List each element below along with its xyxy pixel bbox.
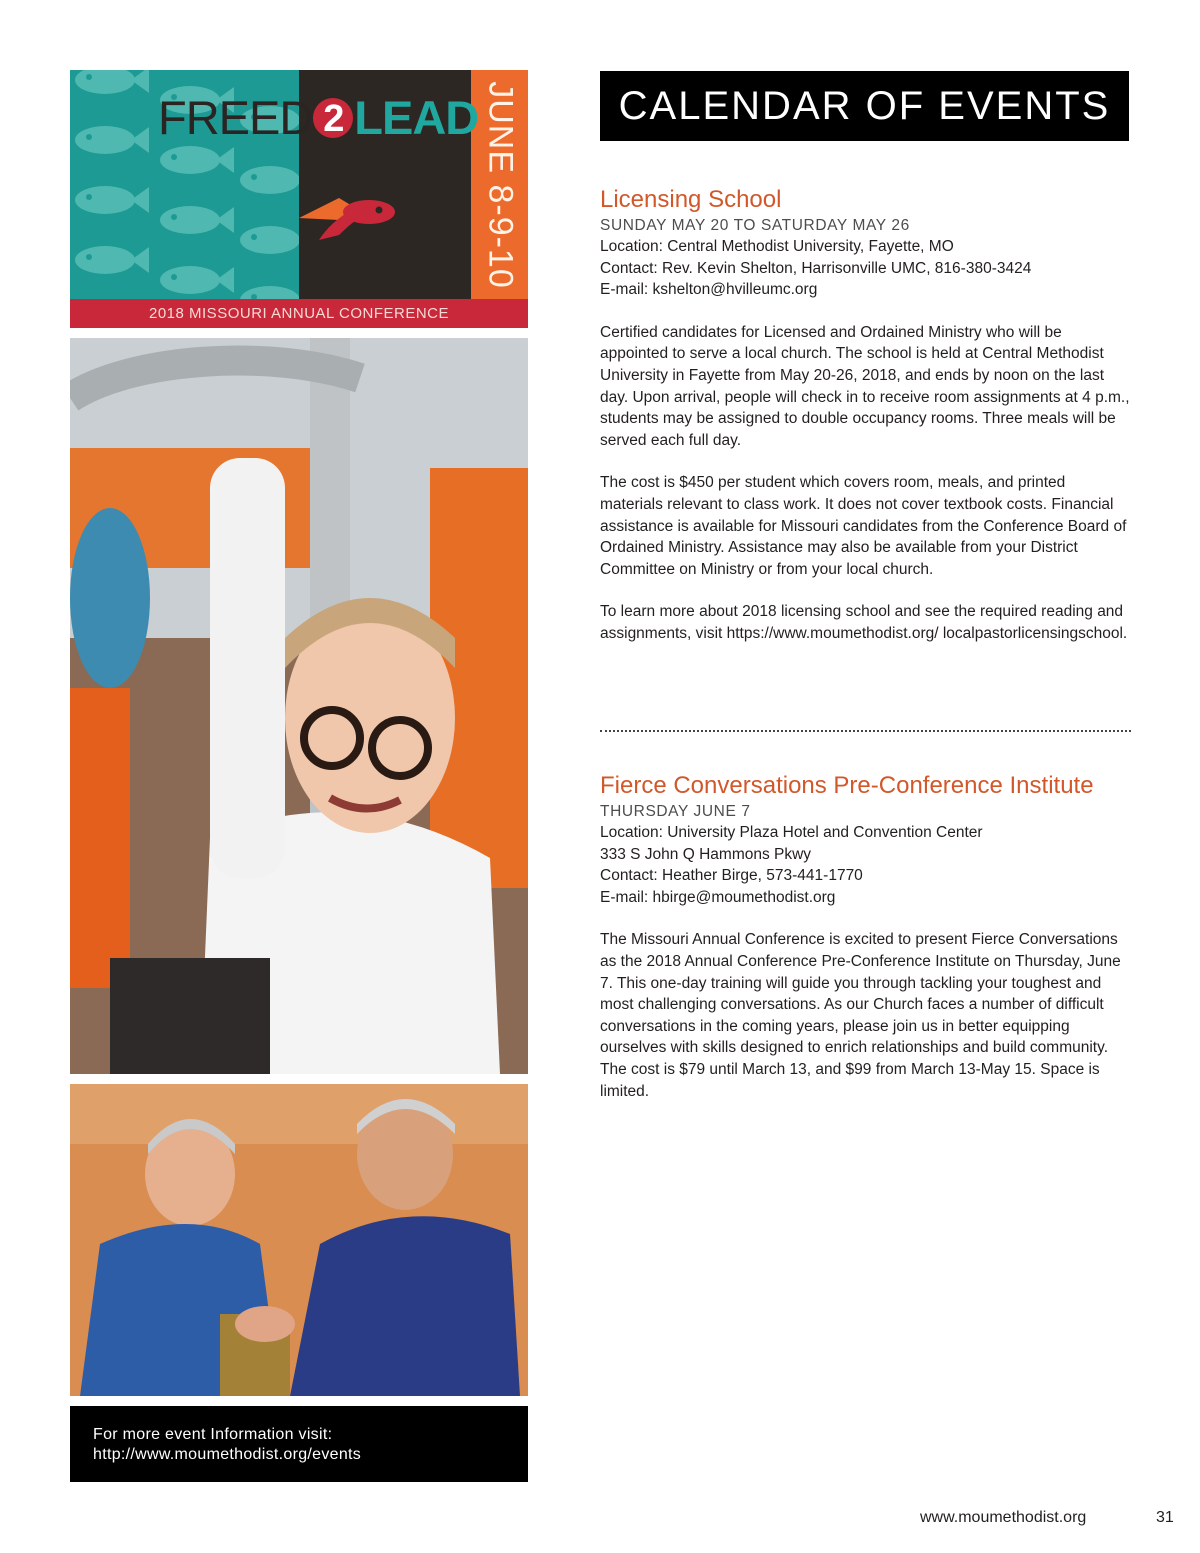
conference-dates-text: JUNE 8-9-10 bbox=[481, 80, 519, 289]
conference-subtitle: 2018 MISSOURI ANNUAL CONFERENCE bbox=[70, 299, 528, 328]
page-title: CALENDAR OF EVENTS bbox=[600, 71, 1129, 141]
event-contact: Contact: Heather Birge, 573-441-1770 bbox=[600, 867, 863, 885]
event-cost: The cost is $450 per student which covers room, meals, and printed materials relevant to class work. It does not cover textbook costs. Financial assistance is available for Missouri candidates from the Conference Board of Ordained Ministry. Assistance may also be available from your District Committee on Ministry or from your local church. bbox=[600, 474, 1127, 578]
more-info-box bbox=[70, 1406, 528, 1482]
logo-text-2: 2 bbox=[313, 98, 353, 138]
playground-photo-illustration bbox=[70, 338, 528, 1074]
event-description: The Missouri Annual Conference is excited to present Fierce Conversations as the 2018 Annual Conference Pre-Conference Institute on Thursday, June 7. This one-day training will guide you through tackling your toughest and most challenging conversations. As our Church faces a number of difficult conversations in the coming years, please join us in better equipping ourselves with skills designed to enrich relationships and build community. The cost is $79 until March 13, and $99 from March 13-May 15. Space is limited. bbox=[600, 931, 1121, 1100]
event-fierce-conversations bbox=[600, 771, 1140, 1102]
event-location: Location: Central Methodist University, Fayette, MO bbox=[600, 238, 954, 255]
event-email[interactable]: E-mail: hbirge@moumethodist.org bbox=[600, 888, 836, 906]
event-title: Licensing School bbox=[600, 186, 782, 213]
event-location: Location: University Plaza Hotel and Convention Center bbox=[600, 824, 983, 841]
men-shaking-hands-photo bbox=[70, 1084, 528, 1396]
logo-text-lead: LEAD bbox=[354, 91, 479, 144]
event-contact: Contact: Rev. Kevin Shelton, Harrisonville UMC, 816-380-3424 bbox=[600, 259, 1032, 277]
more-info-label: For more event Information visit: bbox=[93, 1426, 333, 1443]
event-description: Certified candidates for Licensed and Ordained Ministry who will be appointed to serve a local church. The school is held at Central Methodist University in Fayette from May 20-26, 2018, and ends by noon on the last day. Upon arrival, people will check in to receive room assignments at 4 p.m., students may be assigned to double occupancy rooms. Three meals will be served each full day. bbox=[600, 323, 1130, 449]
handshake-photo-illustration bbox=[70, 1084, 528, 1396]
event-date: THURSDAY JUNE 7 bbox=[600, 803, 751, 820]
event-more-info: To learn more about 2018 licensing school and see the required reading and assignments, visit https://www.moumethodist.org/ localpastorlicensingschool. bbox=[600, 603, 1128, 642]
logo-text-freed: FREED bbox=[158, 91, 313, 144]
event-title: Fierce Conversations Pre-Conference Institute bbox=[600, 772, 1094, 799]
section-divider bbox=[600, 730, 1131, 732]
page-number: 31 bbox=[1156, 1509, 1174, 1526]
events-link[interactable]: http://www.moumethodist.org/events bbox=[93, 1446, 362, 1463]
girl-on-playground-photo bbox=[70, 338, 528, 1074]
event-address: 333 S John Q Hammons Pkwy bbox=[600, 845, 812, 863]
conference-banner bbox=[70, 70, 528, 328]
event-date: SUNDAY MAY 20 TO SATURDAY MAY 26 bbox=[600, 217, 910, 234]
freed2lead-logo bbox=[158, 91, 479, 144]
event-email[interactable]: E-mail: kshelton@hvilleumc.org bbox=[600, 281, 818, 299]
footer-website[interactable]: www.moumethodist.org bbox=[920, 1509, 1087, 1526]
conference-dates bbox=[471, 70, 528, 299]
event-licensing-school bbox=[600, 185, 1140, 645]
